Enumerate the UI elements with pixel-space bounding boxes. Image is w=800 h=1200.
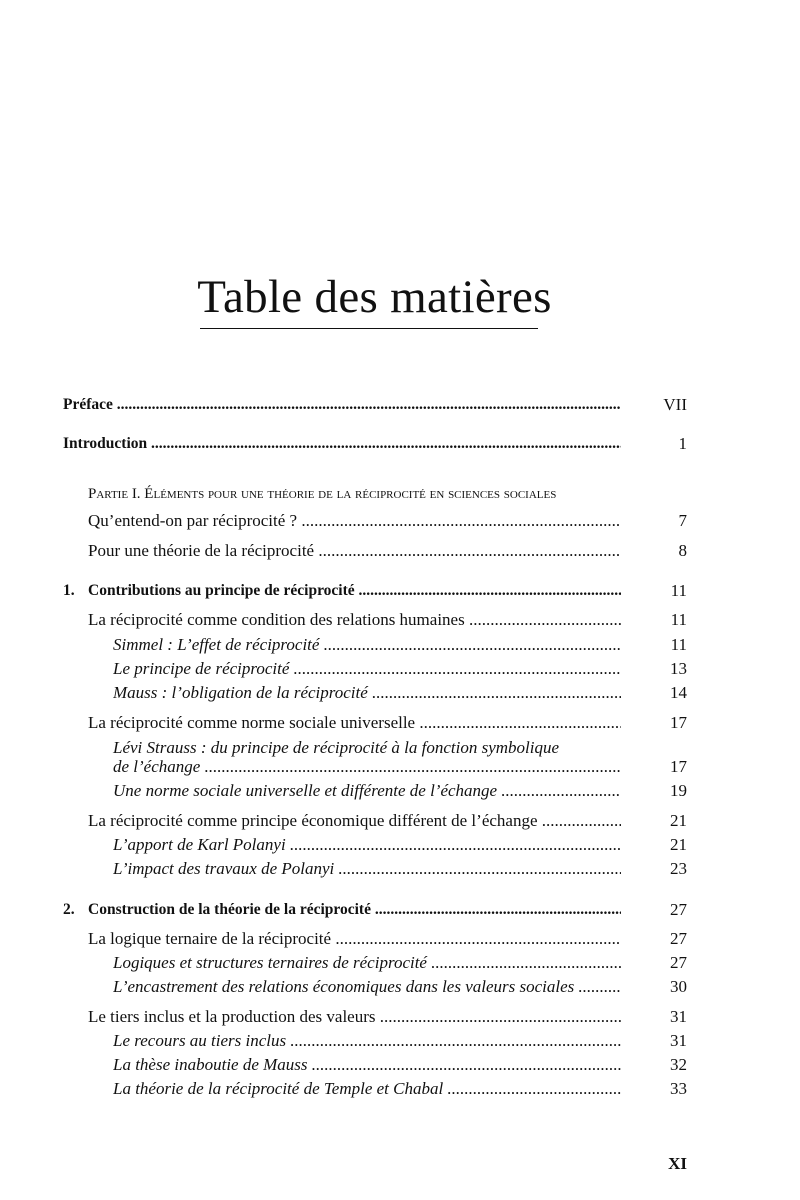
page-number: XI (668, 1154, 687, 1173)
toc-subsection[interactable] (0, 1029, 800, 1053)
toc-label: Simmel : L’effet de réciprocité ..... (113, 633, 621, 657)
toc-label: Le tiers inclus et la production des valeurs ..... (88, 1005, 621, 1029)
toc-label: de l’échange ..... (113, 755, 621, 779)
toc-chapter-2[interactable] (0, 898, 800, 922)
toc-entry[interactable] (0, 539, 800, 563)
page-title: Table des matières (197, 271, 552, 323)
toc-label: La thèse inaboutie de Mauss ..... (113, 1053, 621, 1077)
toc-section[interactable] (0, 809, 800, 833)
toc-label: Une norme sociale universelle et différente de l’échange ..... (113, 779, 621, 803)
toc-page: 21 (670, 835, 687, 854)
toc-page: 19 (670, 781, 687, 800)
toc-subsection[interactable] (0, 857, 800, 881)
toc-chapter-1[interactable] (0, 579, 800, 603)
toc-section[interactable] (0, 608, 800, 632)
toc-label: Construction de la théorie de la réciprocité ..... (88, 898, 621, 922)
toc-section[interactable] (0, 1005, 800, 1029)
chapter-number: 2. (63, 901, 75, 918)
toc-label: L’encastrement des relations économiques dans les valeurs sociales ..... (113, 975, 621, 999)
toc-page: 11 (670, 581, 687, 600)
toc-page: 14 (670, 683, 687, 702)
toc-label: Contributions au principe de réciprocité ..... (88, 579, 621, 603)
toc-page: 11 (670, 635, 687, 654)
toc-page: 23 (670, 859, 687, 878)
toc-page: 27 (670, 929, 687, 948)
toc-subsection[interactable] (0, 951, 800, 975)
toc-subsection[interactable] (0, 633, 800, 657)
toc-label: Qu’entend-on par réciprocité ? ..... (88, 509, 621, 533)
part-heading: Partie I. Éléments pour une théorie de la réciprocité en sciences sociales (88, 486, 557, 502)
toc-page: 31 (670, 1007, 687, 1026)
toc-label: L’apport de Karl Polanyi ..... (113, 833, 621, 857)
toc-page: 30 (670, 977, 687, 996)
toc-page: 1 (678, 434, 687, 453)
toc-page: 7 (678, 511, 687, 530)
toc-label: Pour une théorie de la réciprocité ..... (88, 539, 621, 563)
toc-label: La réciprocité comme condition des relations humaines ..... (88, 608, 621, 632)
toc-page: 32 (670, 1055, 687, 1074)
toc-entry-preface[interactable] (0, 393, 800, 417)
toc-page: 21 (670, 811, 687, 830)
toc-label: La réciprocité comme principe économique différent de l’échange ..... (88, 809, 621, 833)
toc-section[interactable] (0, 711, 800, 735)
toc-section[interactable] (0, 927, 800, 951)
toc-page: 27 (670, 953, 687, 972)
toc-label: Introduction ..... (63, 432, 621, 456)
toc-entry-introduction[interactable] (0, 432, 800, 456)
toc-label-line1: Lévi Strauss : du principe de réciprocité à la fonction symbolique (113, 738, 560, 757)
toc-page: 27 (670, 900, 687, 919)
toc-label: La réciprocité comme norme sociale universelle ..... (88, 711, 621, 735)
toc-subsection[interactable] (0, 755, 800, 779)
toc-entry[interactable] (0, 509, 800, 533)
toc-label: Logiques et structures ternaires de réciprocité ..... (113, 951, 621, 975)
toc-subsection[interactable] (0, 1053, 800, 1077)
toc-label: La logique ternaire de la réciprocité ..... (88, 927, 621, 951)
toc-subsection[interactable] (0, 975, 800, 999)
toc-page: 8 (678, 541, 687, 560)
toc-subsection[interactable] (0, 681, 800, 705)
chapter-number: 1. (63, 582, 75, 599)
toc-page: 13 (670, 659, 687, 678)
toc-label: Le recours au tiers inclus ..... (113, 1029, 621, 1053)
toc-page: VII (663, 395, 687, 414)
toc-page: 31 (670, 1031, 687, 1050)
toc-page: 17 (670, 757, 687, 776)
toc-label: L’impact des travaux de Polanyi ..... (113, 857, 621, 881)
toc-label: La théorie de la réciprocité de Temple et Chabal ..... (113, 1077, 621, 1101)
toc-subsection[interactable] (0, 657, 800, 681)
toc-subsection[interactable] (0, 833, 800, 857)
toc-subsection[interactable] (0, 1077, 800, 1101)
toc-label: Le principe de réciprocité ..... (113, 657, 621, 681)
toc-label: Mauss : l’obligation de la réciprocité ..... (113, 681, 621, 705)
toc-page: 17 (670, 713, 687, 732)
toc-page: 33 (670, 1079, 687, 1098)
title-rule (200, 328, 538, 329)
toc-subsection[interactable] (0, 779, 800, 803)
toc-page: 11 (670, 610, 687, 629)
toc-label: Préface ..... (63, 393, 621, 417)
